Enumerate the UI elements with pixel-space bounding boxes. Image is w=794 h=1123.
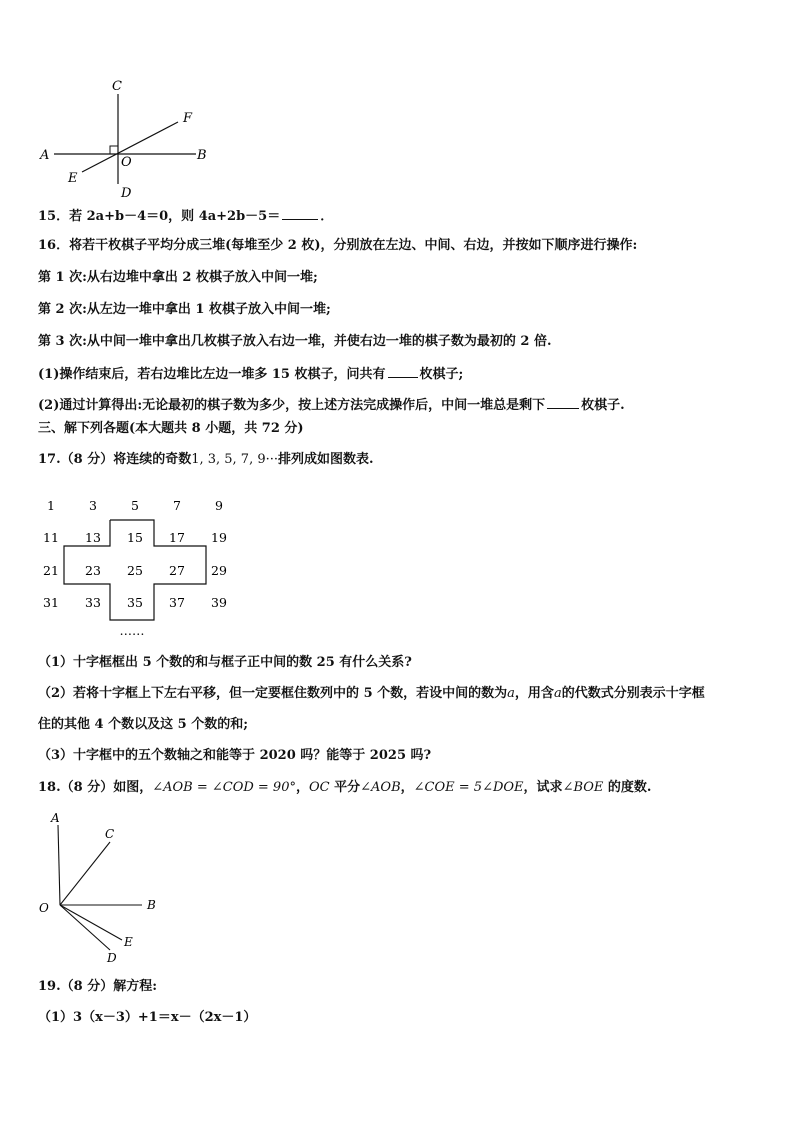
grid-cell: 21 — [43, 563, 59, 578]
grid-cell: 7 — [173, 498, 181, 513]
grid-cell: 9 — [215, 498, 223, 513]
grid-cell: 33 — [85, 595, 101, 610]
odd-sequence: 1, 3, 5, 7, 9··· — [191, 452, 279, 467]
q15-text: 若 2a+b－4＝0，则 4a+2b－5＝ — [69, 209, 281, 224]
q19-equation-1: （1）3（x－3）+1＝x－（2x－1） — [38, 1010, 257, 1025]
grid-cell: 17 — [169, 530, 185, 545]
q15-number: 15． — [38, 209, 70, 224]
grid-cell: 23 — [85, 563, 101, 578]
label-b: B — [147, 898, 156, 912]
q17-sub3: （3）十字框中的五个数轴之和能等于 2020 吗？能等于 2025 吗? — [38, 748, 432, 763]
q17-sub2-cont: 住的其他 4 个数以及这 5 个数的和; — [38, 717, 248, 732]
label-e: E — [68, 171, 78, 186]
q17-sub2-text2: ，用含 — [514, 686, 554, 701]
text: ，试求 — [523, 780, 563, 795]
q17-stem-text: 17.（8 分）将连续的奇数 — [38, 452, 192, 467]
condition-coe: ∠COE = 5∠DOE — [413, 780, 524, 795]
q16-step3: 第 3 次:从中间一堆中拿出几枚棋子放入右边一堆，并使右边一堆的棋子数为最初的 2 倍. — [38, 334, 552, 349]
q16-sub2-text: (2)通过计算得出:无论最初的棋子数为多少，按上述方法完成操作后，中间一堆总是剩下 — [38, 398, 546, 413]
ray-oc: OC — [309, 780, 330, 795]
grid-cell: 19 — [211, 530, 227, 545]
grid-cell: 27 — [169, 563, 185, 578]
punct: ， — [400, 780, 414, 795]
label-f: F — [183, 111, 193, 126]
label-o: O — [39, 901, 49, 915]
q17-sub2-text3: 的代数式分别表示十字框 — [561, 686, 705, 701]
q15-end: ． — [320, 209, 334, 224]
label-c: C — [105, 827, 115, 841]
q16-step1: 第 1 次:从右边堆中拿出 2 枚棋子放入中间一堆; — [38, 270, 318, 285]
label-b: B — [197, 148, 207, 163]
q18-number: 18.（8 分）如图， — [38, 780, 153, 795]
label-d: D — [107, 951, 117, 965]
q17-sub2-text: （2）若将十字框上下左右平移，但一定要框住数列中的 5 个数，若设中间的数为 — [38, 686, 508, 701]
grid-cell: 39 — [211, 595, 227, 610]
q16-stem: 16．将若干枚棋子平均分成三堆(每堆至少 2 枚)，分别放在左边、中间、右边，并按如下顺序进行操作: — [38, 238, 638, 253]
label-a: A — [40, 148, 50, 163]
q16-sub2-end: 枚棋子. — [581, 398, 625, 413]
condition-right-angles: ∠AOB = ∠COD = 90° — [152, 780, 296, 795]
text: 的度数. — [603, 780, 652, 795]
variable-a: a — [507, 686, 515, 701]
grid-cell: 35 — [127, 595, 143, 610]
angle-aob: ∠AOB — [360, 780, 401, 795]
q17-stem-end: 排列成如图数表. — [278, 452, 374, 467]
grid-cell: 25 — [127, 563, 143, 578]
grid-cell: 31 — [43, 595, 59, 610]
q16-step2: 第 2 次:从左边一堆中拿出 1 枚棋子放入中间一堆; — [38, 302, 331, 317]
q16-sub1-text: (1)操作结束后，若右边堆比左边一堆多 15 枚棋子，问共有 — [38, 367, 386, 382]
q19-stem: 19.（8 分）解方程: — [38, 979, 157, 994]
label-d: D — [121, 186, 132, 201]
grid-cell: 1 — [47, 498, 55, 513]
grid-cell: 13 — [85, 530, 101, 545]
label-c: C — [112, 79, 122, 94]
grid-cell: 5 — [131, 498, 139, 513]
label-a: A — [51, 811, 60, 825]
table-ellipsis: …… — [119, 623, 145, 638]
variable-a: a — [553, 686, 562, 701]
label-o: O — [121, 155, 132, 170]
section-heading: 三、解下列各题(本大题共 8 小题，共 72 分) — [38, 421, 304, 436]
punct: ， — [295, 780, 309, 795]
grid-cell: 11 — [43, 530, 59, 545]
grid-cell: 3 — [89, 498, 97, 513]
grid-cell: 29 — [211, 563, 227, 578]
q16-sub1-end: 枚棋子; — [419, 367, 464, 382]
angle-boe: ∠BOE — [562, 780, 604, 795]
grid-cell: 15 — [127, 530, 143, 545]
text: 平分 — [329, 780, 361, 795]
q17-sub1: （1）十字框框出 5 个数的和与框子正中间的数 25 有什么关系? — [38, 655, 412, 670]
label-e: E — [124, 935, 133, 949]
grid-cell: 37 — [169, 595, 185, 610]
